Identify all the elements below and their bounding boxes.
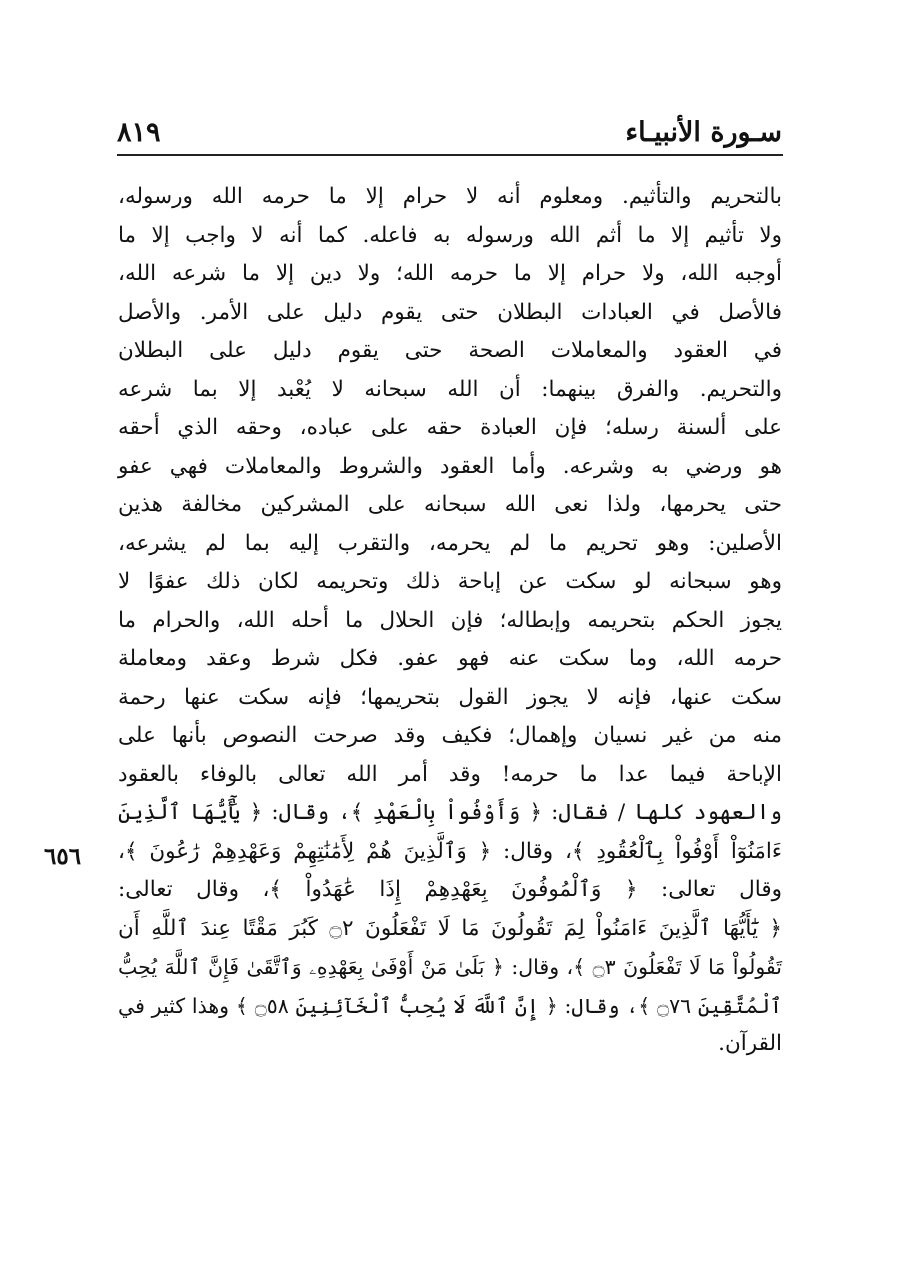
- text-line: على ألسنة رسله؛ فإن العبادة حقه على عباده، وحقه الذي أحقه: [118, 415, 782, 440]
- text-line: بالتحريم والتأثيم. ومعلوم أنه لا حرام إلا ما حرمه الله ورسوله،: [118, 184, 782, 209]
- text-line: هو ورضي به وشرعه. وأما العقود والشروط والمعاملات فهي عفو: [118, 453, 782, 479]
- header-rule: [117, 154, 783, 156]
- text-line: ولا تأثيم إلا ما أثم الله ورسوله به فاعله. كما أنه لا واجب إلا ما: [118, 222, 782, 248]
- text-line: سكت عنها، فإنه لا يجوز القول بتحريمها؛ فإنه سكت عنها رحمة: [118, 684, 782, 710]
- text-line: القرآن.: [718, 1031, 782, 1056]
- text-line: والعهود كلها / فقال: ﴿ وَأَوْفُواْ بِالْعَهْدِ ﴾، وقال: ﴿ يَٰٓأَيُّهَا ٱلَّذِينَ: [118, 800, 782, 825]
- text-line: أوجبه الله، ولا حرام إلا ما حرمه الله؛ ولا دين إلا ما شرعه الله،: [118, 261, 782, 286]
- page-number: ٨١٩: [117, 117, 161, 148]
- text-line: الإباحة فيما عدا ما حرمه! وقد أمر الله تعالى بالوفاء بالعقود: [118, 761, 782, 787]
- text-line: حتى يحرمها، ولذا نعى الله سبحانه على المشركين مخالفة هذين: [118, 492, 782, 517]
- text-line: وقال تعالى: ﴿ وَٱلْمُوفُونَ بِعَهْدِهِمْ إِذَا عَٰهَدُواْ ﴾، وقال تعالى:: [118, 877, 782, 902]
- text-line: الأصلين: وهو تحريم ما لم يحرمه، والتقرب إليه بما لم يشرعه،: [118, 530, 782, 556]
- text-line: يجوز الحكم بتحريمه وإبطاله؛ فإن الحلال ما أحله الله، والحرام ما: [118, 607, 782, 633]
- page-header: [117, 110, 782, 154]
- text-line: فالأصل في العبادات البطلان حتى يقوم دليل على الأمر. والأصل: [118, 299, 782, 325]
- text-line: في العقود والمعاملات الصحة حتى يقوم دليل على البطلان: [118, 338, 782, 363]
- text-line: ٱلْمُتَّقِينَ ۝٧٦ ﴾، وقال: ﴿ إِنَّ ٱللَّهَ لَا يُحِبُّ ٱلْخَآئِنِينَ ۝٥٨ ﴾ وهذا كثير في: [118, 993, 782, 1018]
- body-text: [118, 178, 782, 1064]
- margin-page-reference: ٦٥٦: [44, 843, 82, 870]
- text-line: وهو سبحانه لو سكت عن إباحة ذلك وتحريمه لكان ذلك عفوًا لا: [118, 569, 782, 594]
- text-line: ءَامَنُوٓاْ أَوْفُواْ بِٱلْعُقُودِ ﴾، وقال: ﴿ وَٱلَّذِينَ هُمْ لِأَمَٰنَٰتِهِمْ وَعَهْدِهِمْ رَٰعُونَ ﴾،: [118, 838, 782, 864]
- text-line: تَقُولُواْ مَا لَا تَفْعَلُونَ ۝٣ ﴾، وقال: ﴿ بَلَىٰ مَنْ أَوْفَىٰ بِعَهْدِهِۦ وَٱتَّقَىٰ فَإِنَّ ٱللَّهَ يُحِبُّ: [118, 955, 782, 979]
- text-line: حرمه الله، وما سكت عنه فهو عفو. فكل شرط وعقد ومعاملة: [118, 646, 782, 671]
- text-line: منه من غير نسيان وإهمال؛ فكيف وقد صرحت النصوص بأنها على: [118, 723, 782, 748]
- text-line: ﴿ يَٰٓأَيُّهَا ٱلَّذِينَ ءَامَنُواْ لِمَ تَقُولُونَ مَا لَا تَفْعَلُونَ ۝٢ كَبُرَ مَقْتًا عِندَ ٱللَّهِ أَن: [118, 915, 782, 941]
- text-line: والتحريم. والفرق بينهما: أن الله سبحانه لا يُعْبد إلا بما شرعه: [118, 376, 782, 402]
- sura-title: سـورة الأنبيـاء: [625, 117, 782, 148]
